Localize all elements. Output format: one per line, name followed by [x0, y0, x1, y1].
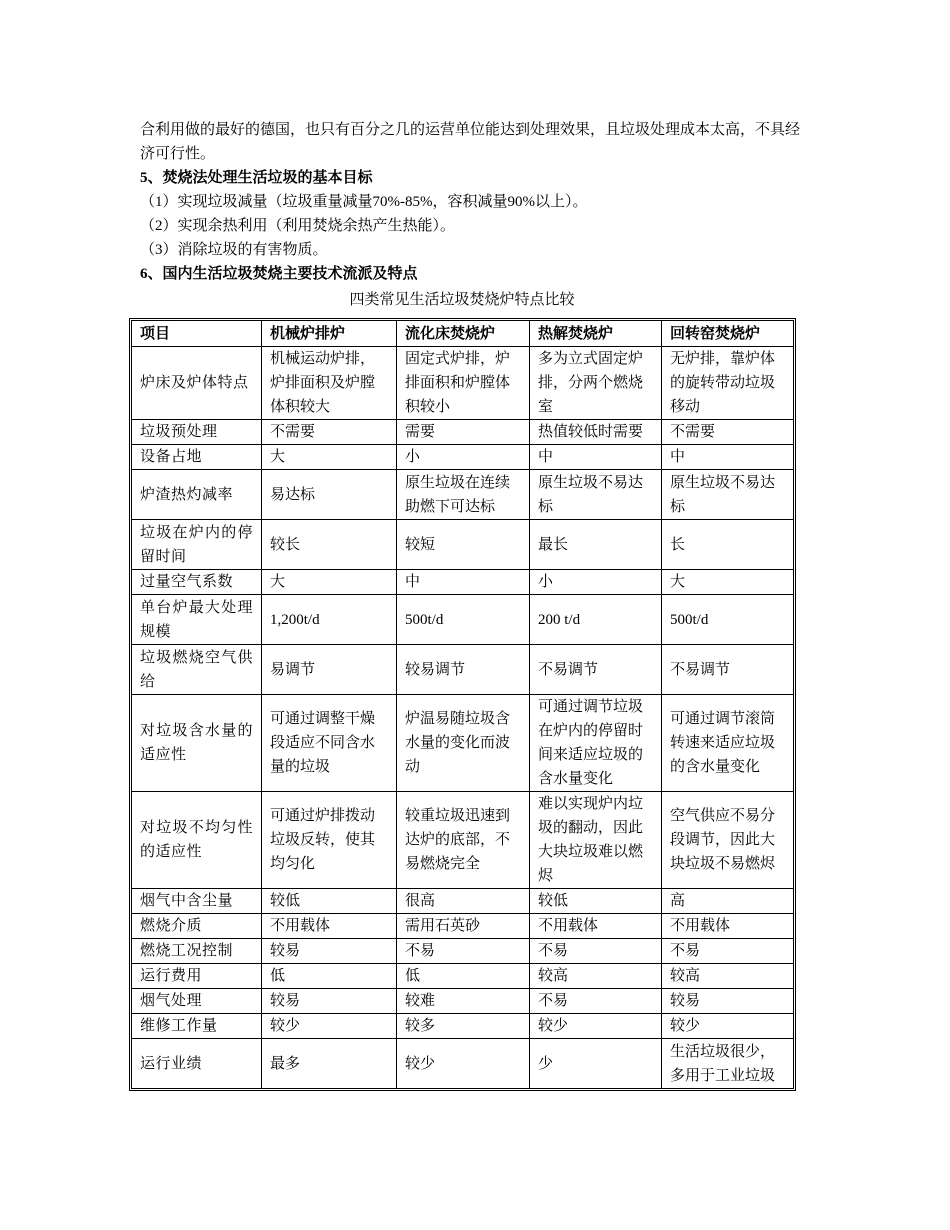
header-cell: 热解焚烧炉 [530, 321, 662, 347]
goal-item-3: （3）消除垃圾的有害物质。 [140, 242, 328, 258]
table-row [132, 914, 794, 939]
row-label-cell: 炉床及炉体特点 [132, 347, 262, 420]
table-cell: 较易 [262, 989, 397, 1014]
table-cell: 长 [662, 520, 794, 570]
section-heading-5: 5、焚烧法处理生活垃圾的基本目标 [140, 170, 373, 186]
header-cell: 回转窑焚烧炉 [662, 321, 794, 347]
comparison-table-frame [129, 318, 796, 1091]
row-label-cell: 烟气处理 [132, 989, 262, 1014]
table-row [132, 889, 794, 914]
table-cell: 原生垃圾不易达标 [530, 470, 662, 520]
goal-item-1: （1）实现垃圾减量（垃圾重量减量70%-85%，容积减量90%以上）。 [140, 194, 588, 210]
row-label-cell: 过量空气系数 [132, 570, 262, 595]
table-cell: 可通过调节垃圾在炉内的停留时间来适应垃圾的含水量变化 [530, 695, 662, 792]
table-cell: 需要 [397, 420, 530, 445]
table-cell: 较易 [662, 989, 794, 1014]
row-label-cell: 炉渣热灼减率 [132, 470, 262, 520]
table-cell: 生活垃圾很少，多用于工业垃圾 [662, 1039, 794, 1089]
table-cell: 原生垃圾在连续助燃下可达标 [397, 470, 530, 520]
table-row [132, 792, 794, 889]
table-cell: 热值较低时需要 [530, 420, 662, 445]
table-cell: 较高 [662, 964, 794, 989]
row-label-cell: 对垃圾不均匀性的适应性 [132, 792, 262, 889]
row-label-cell: 燃烧介质 [132, 914, 262, 939]
row-label-cell: 运行业绩 [132, 1039, 262, 1089]
table-cell: 原生垃圾不易达标 [662, 470, 794, 520]
table-cell: 不易 [530, 989, 662, 1014]
table-cell: 较短 [397, 520, 530, 570]
table-cell: 机械运动炉排，炉排面积及炉膛体积较大 [262, 347, 397, 420]
table-cell: 中 [397, 570, 530, 595]
table-cell: 少 [530, 1039, 662, 1089]
table-cell: 炉温易随垃圾含水量的变化而波动 [397, 695, 530, 792]
table-cell: 不易 [662, 939, 794, 964]
table-cell: 中 [662, 445, 794, 470]
table-cell: 较少 [530, 1014, 662, 1039]
table-cell: 1,200t/d [262, 595, 397, 645]
table-cell: 不易 [530, 939, 662, 964]
table-cell: 易达标 [262, 470, 397, 520]
table-row [132, 964, 794, 989]
table-cell: 很高 [397, 889, 530, 914]
table-cell: 较高 [530, 964, 662, 989]
table-row [132, 1014, 794, 1039]
table-row [132, 695, 794, 792]
table-cell: 可通过炉排拨动垃圾反转，使其均匀化 [262, 792, 397, 889]
table-row [132, 420, 794, 445]
table-cell: 不用载体 [262, 914, 397, 939]
table-cell: 不易 [397, 939, 530, 964]
row-label-cell: 设备占地 [132, 445, 262, 470]
table-cell: 500t/d [662, 595, 794, 645]
table-cell: 不需要 [262, 420, 397, 445]
table-row [132, 645, 794, 695]
table-cell: 高 [662, 889, 794, 914]
table-cell: 较重垃圾迅速到达炉的底部，不易燃烧完全 [397, 792, 530, 889]
table-cell: 不用载体 [530, 914, 662, 939]
table-row [132, 445, 794, 470]
table-cell: 200 t/d [530, 595, 662, 645]
row-label-cell: 燃烧工况控制 [132, 939, 262, 964]
table-cell: 较少 [397, 1039, 530, 1089]
row-label-cell: 运行费用 [132, 964, 262, 989]
header-cell: 流化床焚烧炉 [397, 321, 530, 347]
table-cell: 大 [262, 570, 397, 595]
table-cell: 较少 [262, 1014, 397, 1039]
goal-item-2: （2）实现余热利用（利用焚烧余热产生热能）。 [140, 218, 456, 234]
table-cell: 较难 [397, 989, 530, 1014]
table-cell: 不易调节 [530, 645, 662, 695]
table-row [132, 939, 794, 964]
row-label-cell: 对垃圾含水量的适应性 [132, 695, 262, 792]
table-cell: 不易调节 [662, 645, 794, 695]
header-cell: 机械炉排炉 [262, 321, 397, 347]
table-cell: 难以实现炉内垃圾的翻动，因此大块垃圾难以燃烬 [530, 792, 662, 889]
table-cell: 500t/d [397, 595, 530, 645]
table-row [132, 595, 794, 645]
section-heading-6: 6、国内生活垃圾焚烧主要技术流派及特点 [140, 266, 418, 282]
row-label-cell: 单台炉最大处理规模 [132, 595, 262, 645]
table-cell: 易调节 [262, 645, 397, 695]
table-cell: 低 [397, 964, 530, 989]
table-cell: 可通过调整干燥段适应不同含水量的垃圾 [262, 695, 397, 792]
table-cell: 大 [262, 445, 397, 470]
table-cell: 空气供应不易分段调节，因此大块垃圾不易燃烬 [662, 792, 794, 889]
table-row [132, 470, 794, 520]
table-cell: 最多 [262, 1039, 397, 1089]
table-cell: 低 [262, 964, 397, 989]
table-cell: 需用石英砂 [397, 914, 530, 939]
intro-paragraph: 合利用做的最好的德国，也只有百分之几的运营单位能达到处理效果，且垃圾处理成本太高，不具经济可行性。 [140, 122, 801, 162]
table-cell: 可通过调节滚筒转速来适应垃圾的含水量变化 [662, 695, 794, 792]
table-cell: 较低 [262, 889, 397, 914]
table-cell: 大 [662, 570, 794, 595]
comparison-table [131, 320, 794, 1089]
table-row [132, 989, 794, 1014]
table-cell: 小 [397, 445, 530, 470]
table-row [132, 347, 794, 420]
header-cell: 项目 [132, 321, 262, 347]
table-cell: 较低 [530, 889, 662, 914]
row-label-cell: 垃圾在炉内的停留时间 [132, 520, 262, 570]
table-cell: 不用载体 [662, 914, 794, 939]
row-label-cell: 维修工作量 [132, 1014, 262, 1039]
table-cell: 不需要 [662, 420, 794, 445]
table-row [132, 1039, 794, 1089]
table-caption: 四类常见生活垃圾焚烧炉特点比较 [349, 292, 575, 308]
table-cell: 较易调节 [397, 645, 530, 695]
table-row [132, 570, 794, 595]
table-header-row [132, 321, 794, 347]
table-cell: 较多 [397, 1014, 530, 1039]
table-cell: 较少 [662, 1014, 794, 1039]
row-label-cell: 垃圾燃烧空气供给 [132, 645, 262, 695]
row-label-cell: 烟气中含尘量 [132, 889, 262, 914]
table-cell: 多为立式固定炉排，分两个燃烧室 [530, 347, 662, 420]
table-cell: 较长 [262, 520, 397, 570]
table-cell: 小 [530, 570, 662, 595]
table-cell: 中 [530, 445, 662, 470]
table-cell: 最长 [530, 520, 662, 570]
row-label-cell: 垃圾预处理 [132, 420, 262, 445]
table-cell: 固定式炉排，炉排面积和炉膛体积较小 [397, 347, 530, 420]
table-cell: 无炉排，靠炉体的旋转带动垃圾移动 [662, 347, 794, 420]
table-cell: 较易 [262, 939, 397, 964]
table-row [132, 520, 794, 570]
